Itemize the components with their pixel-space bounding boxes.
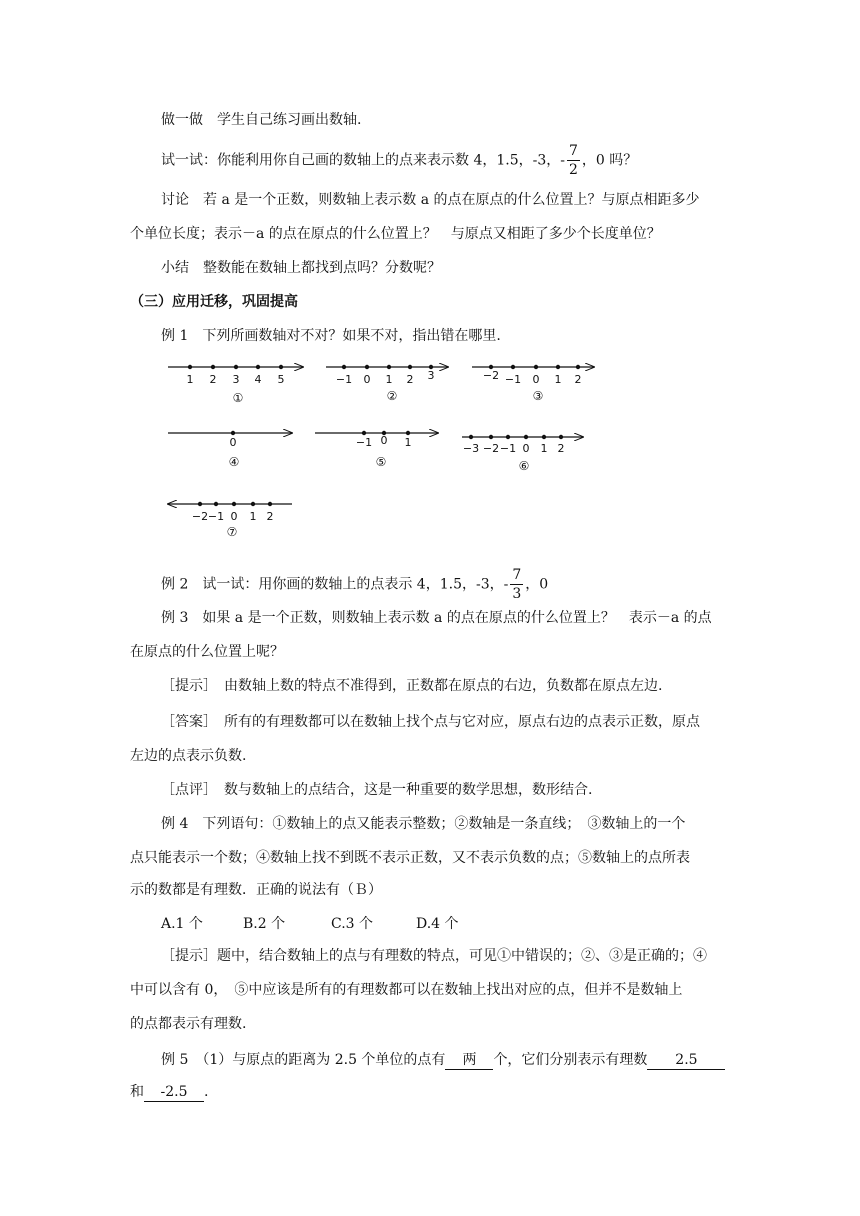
fraction-denominator: 2 xyxy=(569,162,578,178)
number-line-point xyxy=(231,431,235,435)
number-line-point xyxy=(556,365,560,369)
number-line-point xyxy=(576,365,580,369)
example-5-line-1 xyxy=(161,1050,725,1070)
blank-positive: 2.5 xyxy=(647,1051,725,1070)
number-line-point xyxy=(279,365,283,369)
option-a: A.1 个 xyxy=(161,916,203,932)
tick-label: 3 xyxy=(427,369,435,382)
number-line-point xyxy=(511,365,515,369)
tick-label: −2 xyxy=(482,442,500,455)
number-line-point xyxy=(506,435,510,439)
tick-label: 1 xyxy=(385,373,393,386)
tick-label: 2 xyxy=(574,373,582,386)
discuss-line-1: 讨论 若 a 是一个正数，则数轴上表示数 a 的点在原点的什么位置上？与原点相距多少 xyxy=(161,192,700,208)
number-line-point xyxy=(408,365,412,369)
example-5-line-2 xyxy=(130,1082,208,1102)
example-3-hint: ［提示］ 由数轴上数的特点不准得到，正数都在原点的右边，负数都在原点左边. xyxy=(161,678,663,694)
tick-label: 1 xyxy=(554,373,562,386)
try-it-text: 试一试：你能利用你自己画的数轴上的点来表示数 4，1.5，-3，- xyxy=(161,152,565,169)
figure-number: ⑦ xyxy=(226,525,238,539)
tick-label: 4 xyxy=(254,373,262,386)
try-it-line xyxy=(161,142,637,179)
example-4-options xyxy=(161,914,459,934)
tick-label: 2 xyxy=(209,373,217,386)
fraction-denominator: 3 xyxy=(512,586,522,602)
number-line-point xyxy=(469,435,473,439)
number-line-point xyxy=(362,431,366,435)
number-line-point xyxy=(211,365,215,369)
number-line-point xyxy=(524,435,528,439)
tick-label: 1 xyxy=(404,436,412,449)
tick-label: −3 xyxy=(462,442,480,455)
example-4-hint-1: ［提示］题中，结合数轴上的点与有理数的特点，可见①中错误的；②、③是正确的；④ xyxy=(161,948,707,964)
option-b: B.2 个 xyxy=(243,916,286,932)
number-line-point xyxy=(214,502,218,506)
tick-label: −1 xyxy=(335,373,353,386)
tick-label: 2 xyxy=(557,442,565,455)
number-line-point xyxy=(542,435,546,439)
example-3-answer-1: ［答案］ 所有的有理数都可以在数轴上找个点与它对应，原点右边的点表示正数，原点 xyxy=(161,714,700,730)
blank-count: 两 xyxy=(445,1051,493,1070)
number-line-point xyxy=(268,502,272,506)
number-line-point xyxy=(251,502,255,506)
example-1-text: 例 1 下列所画数轴对不对？如果不对，指出错在哪里. xyxy=(161,328,501,344)
example-3-line-2: 在原点的什么位置上呢？ xyxy=(130,644,284,660)
number-line-point xyxy=(387,365,391,369)
figure-number: ② xyxy=(386,389,398,403)
figure-number: ⑤ xyxy=(375,455,387,469)
and-text: 和 xyxy=(130,1084,144,1100)
tick-label: 2 xyxy=(266,510,274,523)
figure-number: ③ xyxy=(532,389,544,403)
example-3-comment: ［点评］ 数与数轴上的点结合，这是一种重要的数学思想，数形结合. xyxy=(161,782,593,798)
number-line-point xyxy=(559,435,563,439)
period-text: . xyxy=(204,1084,209,1100)
number-line-figures xyxy=(0,350,860,550)
tick-label: −1 xyxy=(355,436,373,449)
tick-label: 5 xyxy=(277,373,285,386)
number-line-point xyxy=(406,431,410,435)
tick-label: 2 xyxy=(406,373,414,386)
figure-number: ⑥ xyxy=(518,459,530,473)
example-3-answer-2: 左边的点表示负数. xyxy=(130,748,247,764)
tick-label: 0 xyxy=(229,436,237,449)
blank-negative: -2.5 xyxy=(144,1083,204,1102)
number-line-point xyxy=(365,365,369,369)
tick-label: −1 xyxy=(499,442,517,455)
tick-label: −1 xyxy=(504,373,522,386)
number-line-point xyxy=(534,365,538,369)
option-d: D.4 个 xyxy=(416,916,459,932)
fraction-numerator: 7 xyxy=(512,567,522,583)
tick-label: 0 xyxy=(522,442,530,455)
number-line-point xyxy=(232,502,236,506)
do-it-line: 做一做 学生自己练习画出数轴. xyxy=(161,112,362,128)
option-c: C.3 个 xyxy=(331,916,374,932)
tick-label: 1 xyxy=(186,373,194,386)
tick-label: 0 xyxy=(380,434,388,447)
example-2-line xyxy=(161,566,548,603)
tick-label: 0 xyxy=(532,373,540,386)
tick-label: 3 xyxy=(232,373,240,386)
example-2-text-end: ，0 xyxy=(525,576,549,593)
number-line-point xyxy=(256,365,260,369)
number-line-point xyxy=(198,502,202,506)
number-line-point xyxy=(234,365,238,369)
example-3-line-1: 例 3 如果 a 是一个正数，则数轴上表示数 a 的点在原点的什么位置上？ 表示－a 的点 xyxy=(161,610,712,626)
fraction-7-3 xyxy=(510,566,523,603)
figure-number: ④ xyxy=(228,455,240,469)
figure-number: ① xyxy=(232,391,244,405)
section-title: （三）应用迁移，巩固提高 xyxy=(130,294,298,310)
tick-label: 0 xyxy=(363,373,371,386)
number-line-point xyxy=(489,435,493,439)
tick-label: −2 xyxy=(482,369,500,382)
summary-line: 小结 整数能在数轴上都找到点吗？分数呢？ xyxy=(161,260,441,276)
example-5-text-mid: 个，它们分别表示有理数 xyxy=(493,1052,648,1068)
number-line-point xyxy=(188,365,192,369)
fraction-numerator: 7 xyxy=(569,143,578,159)
fraction-7-2 xyxy=(567,142,580,179)
discuss-line-2: 个单位长度；表示－a 的点在原点的什么位置上？ 与原点又相距了多少个长度单位？ xyxy=(130,226,661,242)
example-2-text: 例 2 试一试：用你画的数轴上的点表示 4，1.5，-3，- xyxy=(161,576,509,593)
example-5-text: 例 5 （1）与原点的距离为 2.5 个单位的点有 xyxy=(161,1052,446,1068)
number-line-point xyxy=(342,365,346,369)
tick-label: 1 xyxy=(249,510,257,523)
example-4-hint-2: 中可以含有 0， ⑤中应该是所有的有理数都可以在数轴上找出对应的点，但并不是数轴上 xyxy=(130,982,683,998)
try-it-text-end: ，0 吗？ xyxy=(581,152,638,169)
tick-label: 0 xyxy=(230,510,238,523)
example-4-line-2: 点只能表示一个数；④数轴上找不到既不表示正数，又不表示负数的点；⑤数轴上的点所表 xyxy=(130,850,690,866)
tick-label: −1 xyxy=(207,510,225,523)
example-4-line-1: 例 4 下列语句：①数轴上的点又能表示整数；②数轴是一条直线； ③数轴上的一个 xyxy=(161,816,686,832)
tick-label: 1 xyxy=(540,442,548,455)
example-4-hint-3: 的点都表示有理数. xyxy=(130,1016,247,1032)
example-4-line-3: 示的数都是有理数．正确的说法有（Ｂ） xyxy=(130,882,382,898)
tick-label: −2 xyxy=(191,510,209,523)
